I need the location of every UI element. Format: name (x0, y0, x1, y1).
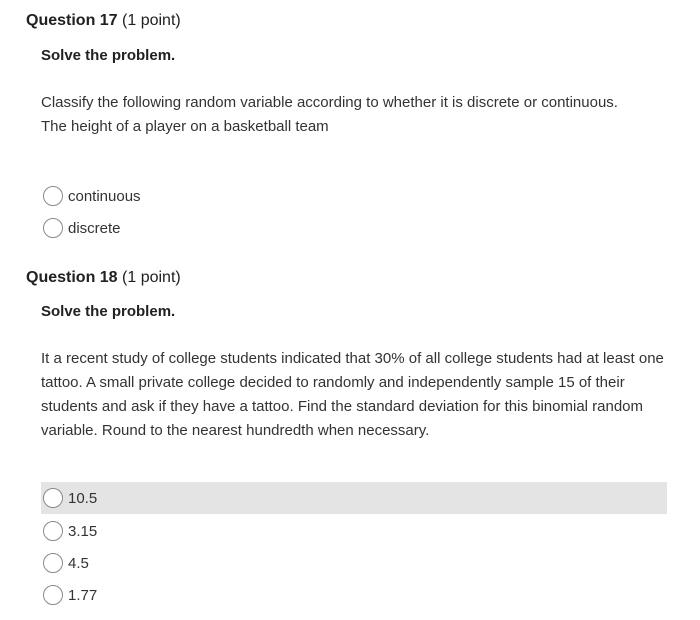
question-18-title (26, 268, 181, 288)
option-label: 1.77 (68, 586, 98, 604)
question-18-instruction: Solve the problem. (41, 303, 176, 320)
radio-button[interactable] (43, 488, 63, 508)
radio-button[interactable] (43, 585, 63, 605)
question-17-instruction: Solve the problem. (41, 47, 176, 64)
option-label: 10.5 (68, 489, 98, 507)
question-17-label: Question 17 (26, 12, 118, 29)
radio-button[interactable] (43, 553, 63, 573)
question-17-option-continuous[interactable] (41, 180, 667, 212)
option-label: continuous (68, 187, 141, 205)
question-18-option-3-15[interactable] (41, 515, 667, 547)
radio-button[interactable] (43, 218, 63, 238)
question-17-body (41, 91, 631, 139)
question-18-label: Question 18 (26, 269, 118, 286)
question-17-text: Classify the following random variable according to whether it is discrete or continuous. (41, 94, 618, 111)
option-label: 4.5 (68, 554, 89, 572)
question-17-points: (1 point) (122, 12, 181, 29)
question-17-variable: The height of a player on a basketball team (41, 118, 329, 135)
question-18-body (41, 347, 671, 443)
option-label: discrete (68, 219, 121, 237)
question-18-option-1-77[interactable] (41, 579, 667, 611)
option-label: 3.15 (68, 522, 98, 540)
question-17-option-discrete[interactable] (41, 212, 667, 244)
question-18-option-4-5[interactable] (41, 547, 667, 579)
question-18-points: (1 point) (122, 269, 181, 286)
radio-button[interactable] (43, 186, 63, 206)
question-17-title (26, 11, 181, 31)
question-18-text: It a recent study of college students indicated that 30% of all college students had at least one tattoo. A small private college decided to randomly and independently sample 15 of their students and ask if they have a tattoo. Find the standard deviation for this binomial random variable. Round to the nearest hundredth when necessary. (41, 350, 664, 439)
radio-button[interactable] (43, 521, 63, 541)
question-18-option-10-5[interactable] (41, 482, 667, 514)
